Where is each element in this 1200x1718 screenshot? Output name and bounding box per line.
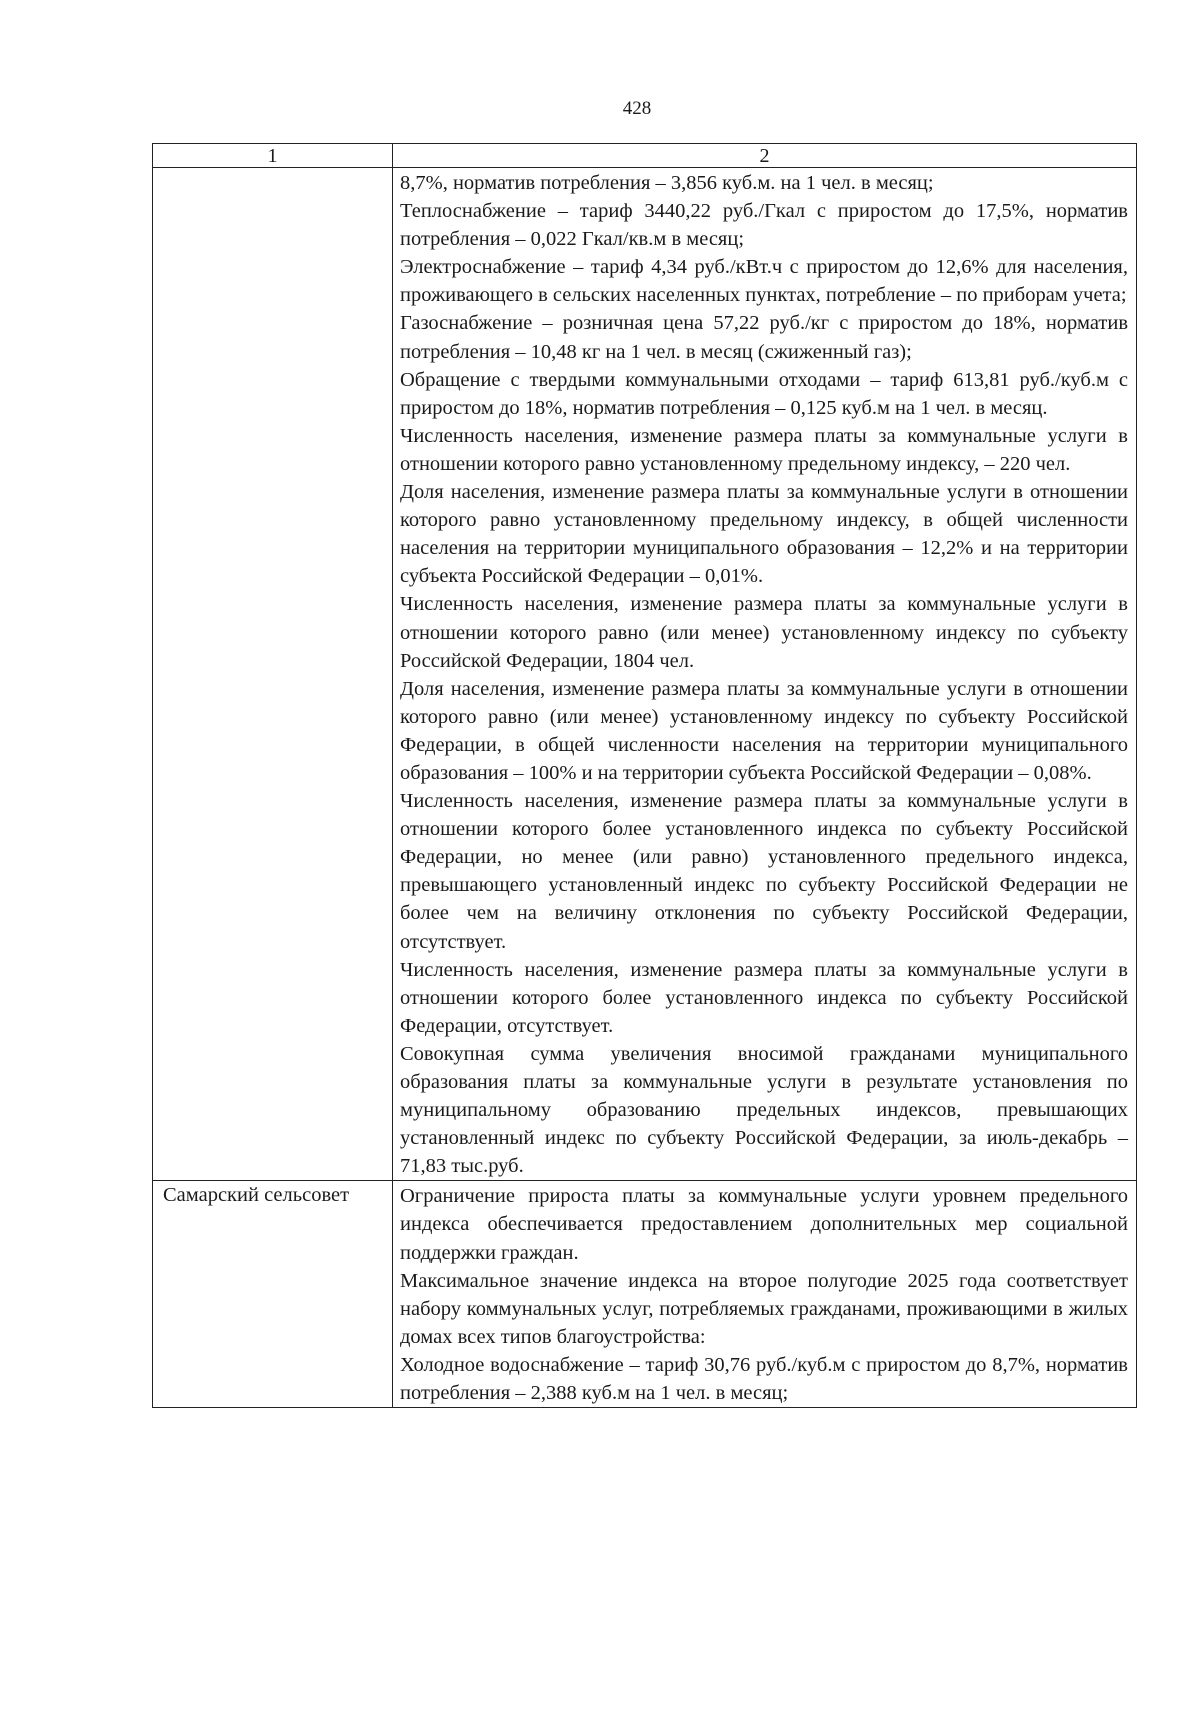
paragraph: Численность населения, изменение размера платы за коммунальные услуги в отношении которого равно установленному предельному индексу, – 220 чел. — [400, 424, 1128, 475]
paragraph: Численность населения, изменение размера платы за коммунальные услуги в отношении которого равно (или менее) установленному индексу по субъекту Российской Федерации, 1804 чел. — [400, 593, 1128, 672]
paragraph: Электроснабжение – тариф 4,34 руб./кВт.ч с приростом до 12,6% для населения, проживающего в сельских населенных пунктах, потребление – по приборам учета; — [400, 256, 1128, 307]
table-row — [153, 1181, 1137, 1408]
paragraph: Численность населения, изменение размера платы за коммунальные услуги в отношении которого более установленного индекса по субъекту Российской Федерации, отсутствует. — [400, 958, 1128, 1037]
table-header-row — [153, 144, 1137, 168]
paragraph: Обращение с твердыми коммунальными отходами – тариф 613,81 руб./куб.м с приростом до 18%, норматив потребления – 0,125 куб.м на 1 чел. в месяц. — [400, 368, 1128, 419]
municipality-cell — [153, 168, 393, 1181]
description-cell — [393, 168, 1137, 1181]
paragraph: Доля населения, изменение размера платы за коммунальные услуги в отношении которого равно установленному предельному индексу, в общей численности населения на территории муниципального образования – 12,2% и на территории субъекта Российской Федерации – 0,01%. — [400, 481, 1128, 588]
table-row — [153, 168, 1137, 1181]
column-header-2: 2 — [393, 144, 1137, 168]
data-table — [152, 143, 1137, 1408]
description-cell — [393, 1181, 1137, 1408]
municipality-cell: Самарский сельсовет — [153, 1181, 393, 1408]
paragraph: Совокупная сумма увеличения вносимой гражданами муниципального образования платы за коммунальные услуги в результате установления по муниципальному образованию предельных индексов, превышающих установленный индекс по субъекту Российской Федерации, за июль-декабрь – 71,83 тыс.руб. — [400, 1042, 1128, 1178]
paragraph: 8,7%, норматив потребления – 3,856 куб.м. на 1 чел. в месяц; — [400, 172, 934, 194]
paragraph: Численность населения, изменение размера платы за коммунальные услуги в отношении которого более установленного индекса по субъекту Российской Федерации, но менее (или равно) установленного предельного индекса, превышающего установленный индекс по субъекту Российской Федерации не более чем на величину отклонения по субъекту Российской Федерации, отсутствует. — [400, 790, 1128, 953]
column-header-1: 1 — [153, 144, 393, 168]
paragraph: Газоснабжение – розничная цена 57,22 руб./кг с приростом до 18%, норматив потребления – 10,48 кг на 1 чел. в месяц (сжиженный газ); — [400, 312, 1128, 363]
page-number: 428 — [622, 98, 652, 119]
paragraph: Ограничение прироста платы за коммунальные услуги уровнем предельного индекса обеспечивается предоставлением дополнительных мер социальной поддержки граждан. — [400, 1185, 1128, 1264]
paragraph: Теплоснабжение – тариф 3440,22 руб./Гкал с приростом до 17,5%, норматив потребления – 0,022 Гкал/кв.м в месяц; — [400, 200, 1128, 251]
paragraph: Холодное водоснабжение – тариф 30,76 руб./куб.м с приростом до 8,7%, норматив потребления – 2,388 куб.м на 1 чел. в месяц; — [400, 1353, 1128, 1405]
paragraph: Максимальное значение индекса на второе полугодие 2025 года соответствует набору коммунальных услуг, потребляемых гражданами, проживающими в жилых домах всех типов благоустройства: — [400, 1269, 1128, 1348]
paragraph: Доля населения, изменение размера платы за коммунальные услуги в отношении которого равно (или менее) установленному индексу по субъекту Российской Федерации, в общей численности населения на территории муниципального образования – 100% и на территории субъекта Российской Федерации – 0,08%. — [400, 677, 1128, 784]
